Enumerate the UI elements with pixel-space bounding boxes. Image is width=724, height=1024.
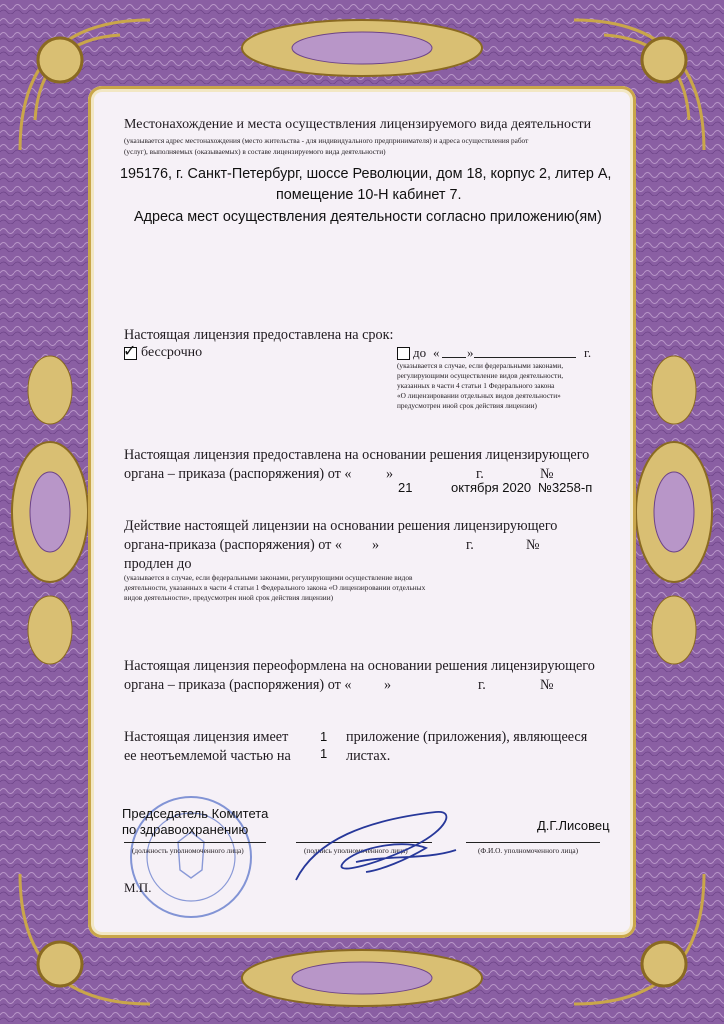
basis-quote-close: » bbox=[386, 466, 394, 482]
name-note: (Ф.И.О. уполномоченного лица) bbox=[478, 846, 579, 855]
handwritten-signature bbox=[286, 800, 466, 895]
appendix-line-2-start: ее неотъемлемой частью на bbox=[124, 748, 291, 764]
location-heading: Местонахождение и места осуществления лицензируемого вида деятельности bbox=[124, 117, 592, 132]
basis-year-label: г. bbox=[476, 466, 484, 482]
seal-mark-label: М.П. bbox=[124, 880, 152, 895]
basis-day: 21 bbox=[398, 480, 413, 495]
until-day-line bbox=[442, 357, 466, 358]
signer-position-1: Председатель Комитета bbox=[122, 806, 269, 821]
signer-position-2: по здравоохранению bbox=[122, 822, 249, 837]
basis-line-1: Настоящая лицензия предоставлена на основании решения лицензирующего bbox=[124, 447, 590, 463]
until-prefix: до bbox=[413, 345, 427, 360]
until-quote-close: » bbox=[467, 345, 474, 360]
reissue-line-1: Настоящая лицензия переоформлена на основании решения лицензирующего bbox=[124, 658, 595, 674]
extension-note-1: (указывается в случае, если федеральными законами, регулирующими осуществление видов bbox=[124, 573, 413, 582]
until-note-1: (указывается в случае, если федеральными законами, bbox=[397, 361, 564, 370]
top-center-ornament bbox=[242, 20, 482, 76]
extension-quote-close: » bbox=[372, 537, 380, 553]
reissue-number-label: № bbox=[540, 677, 554, 693]
basis-number-label: № bbox=[540, 466, 554, 482]
term-heading: Настоящая лицензия предоставлена на срок: bbox=[124, 327, 394, 343]
until-note-3: указанных в части 4 статьи 1 Федерального закона bbox=[397, 381, 555, 390]
until-note-5: предусмотрен иной срок действия лицензии) bbox=[397, 401, 537, 410]
extension-note-3: видов деятельности», предусмотрен иной срок действия лицензии) bbox=[124, 593, 334, 602]
reissue-year-label: г. bbox=[478, 677, 486, 693]
until-note-4: «О лицензировании отдельных видов деятельности» bbox=[397, 391, 561, 400]
address-line-2: помещение 10-Н кабинет 7. bbox=[276, 187, 462, 203]
extension-line-1: Действие настоящей лицензии на основании решения лицензирующего bbox=[124, 518, 558, 534]
extension-number-label: № bbox=[526, 537, 540, 553]
until-date-line bbox=[474, 357, 576, 358]
until-note-2: регулирующими осуществление видов деятельности, bbox=[397, 371, 564, 380]
bottom-center-ornament bbox=[242, 950, 482, 1006]
until-suffix: г. bbox=[584, 345, 592, 360]
reissue-line-2: органа – приказа (распоряжения) от « bbox=[124, 677, 352, 693]
position-line bbox=[124, 842, 266, 843]
appendix-line-2-end: листах. bbox=[346, 748, 391, 764]
basis-order-number: №3258-п bbox=[538, 480, 593, 495]
reissue-quote-close: » bbox=[384, 677, 392, 693]
basis-line-2: органа – приказа (распоряжения) от « bbox=[124, 466, 352, 482]
right-side-ornament bbox=[636, 356, 712, 664]
basis-month-year: октября 2020 bbox=[451, 480, 532, 495]
until-quote-open: « bbox=[433, 345, 440, 360]
indefinite-label: бессрочно bbox=[141, 345, 203, 360]
until-checkbox[interactable] bbox=[397, 347, 410, 360]
location-note-1: (указывается адрес местонахождения (место жительства - для индивидуального предпринимателя) и адреса осуществления работ bbox=[124, 136, 529, 145]
extension-year-label: г. bbox=[466, 537, 474, 553]
extension-note-2: деятельности, указанных в части 4 статьи 1 Федерального закона «О лицензировании отдельных bbox=[124, 583, 426, 592]
check-mark-icon: ✓ bbox=[123, 343, 137, 360]
signature-note: (подпись уполномоченного лица) bbox=[304, 846, 408, 855]
appendix-count: 1 bbox=[320, 729, 328, 744]
position-note: (должность уполномоченного лица) bbox=[132, 846, 244, 855]
name-line bbox=[466, 842, 600, 843]
address-line-3: Адреса мест осуществления деятельности согласно приложению(ям) bbox=[134, 209, 602, 225]
address-line-1: 195176, г. Санкт-Петербург, шоссе Революции, дом 18, корпус 2, литер А, bbox=[120, 166, 612, 182]
appendix-line-1-end: приложение (приложения), являющееся bbox=[346, 729, 588, 745]
sheet-count: 1 bbox=[320, 746, 328, 761]
appendix-line-1-start: Настоящая лицензия имеет bbox=[124, 729, 289, 745]
left-side-ornament bbox=[12, 356, 88, 664]
signer-name: Д.Г.Лисовец bbox=[537, 818, 610, 833]
extension-line-2: органа-приказа (распоряжения) от « bbox=[124, 537, 342, 553]
location-note-2: (услуг), выполняемых (оказываемых) в составе лицензируемого вида деятельности) bbox=[124, 147, 386, 156]
extension-line-3: продлен до bbox=[124, 556, 192, 572]
